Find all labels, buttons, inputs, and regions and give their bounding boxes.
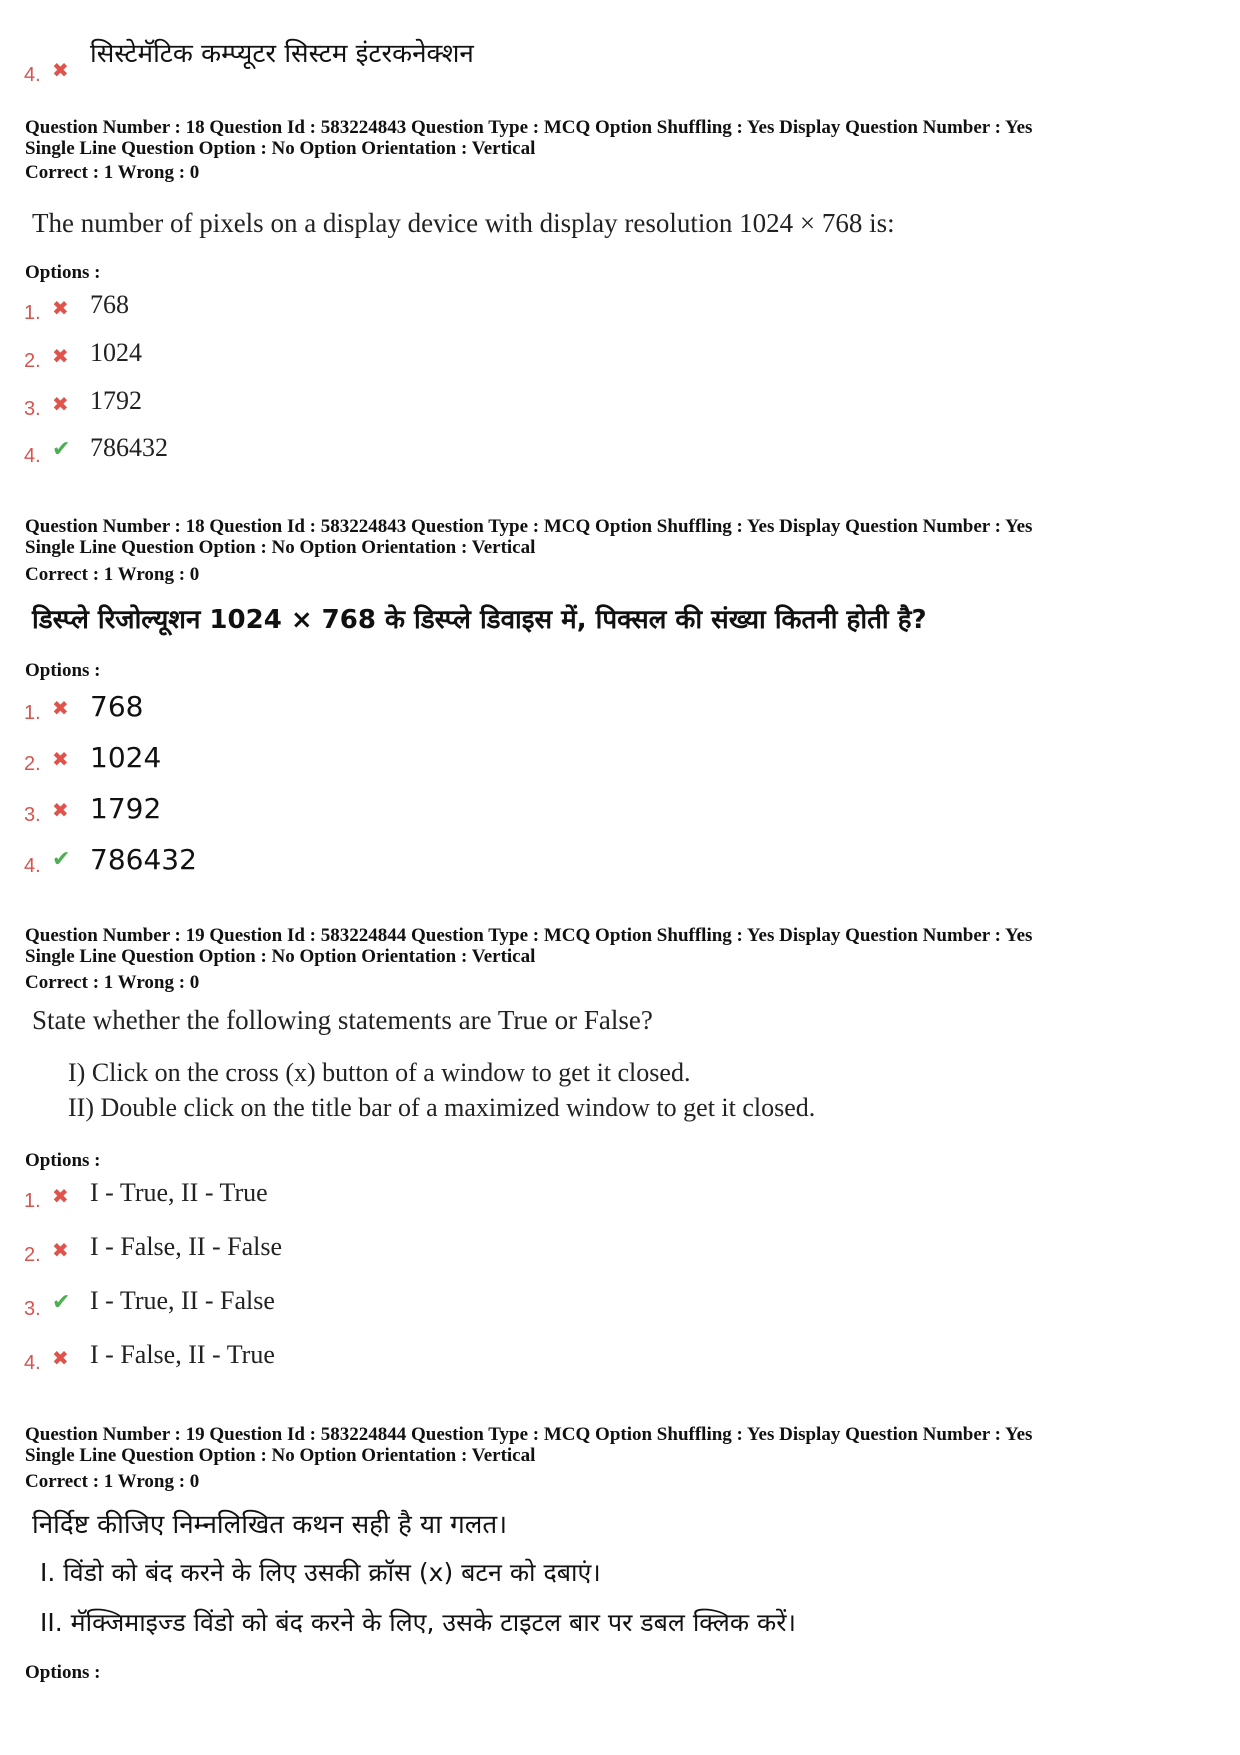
- option-number: 3.: [24, 1298, 41, 1320]
- options-label: Options :: [25, 660, 101, 681]
- option-number: 2.: [24, 753, 41, 775]
- question-meta-line1: Question Number : 18 Question Id : 583224843 Question Type : MCQ Option Shuffling : Yes Display Question Number : Yes: [25, 117, 1033, 138]
- statement-1: I) Click on the cross (x) button of a window to get it closed.: [68, 1058, 691, 1087]
- option-text: 786432: [90, 433, 168, 462]
- option-number: 3.: [24, 804, 41, 826]
- question-text: डिस्प्ले रिजोल्यूशन 1024 × 768 के डिस्प्ले डिवाइस में, पिक्सल की संख्या कितनी होती है?: [32, 605, 927, 635]
- question-meta-line1: Question Number : 18 Question Id : 583224843 Question Type : MCQ Option Shuffling : Yes Display Question Number : Yes: [25, 516, 1033, 537]
- option-text: 1024: [90, 741, 162, 774]
- question-meta-line2: Single Line Question Option : No Option Orientation : Vertical: [25, 946, 536, 967]
- cross-mark-icon: ✖: [52, 344, 69, 368]
- option-number: 1.: [24, 1190, 41, 1212]
- option-text: 786432: [90, 843, 197, 876]
- cross-mark-icon: ✖: [52, 296, 69, 320]
- option-text: I - False, II - False: [90, 1232, 283, 1261]
- question-meta-line1: Question Number : 19 Question Id : 583224844 Question Type : MCQ Option Shuffling : Yes Display Question Number : Yes: [25, 925, 1033, 946]
- question-meta-line3: Correct : 1 Wrong : 0: [25, 564, 200, 585]
- options-label: Options :: [25, 262, 101, 283]
- statement-1: I. विंडो को बंद करने के लिए उसकी क्रॉस (x) बटन को दबाएं।: [40, 1558, 601, 1587]
- cross-mark-icon: ✖: [52, 1238, 69, 1262]
- question-text: State whether the following statements are True or False?: [32, 1005, 653, 1035]
- option-number: 4.: [24, 64, 41, 86]
- option-number: 3.: [24, 398, 41, 420]
- question-meta-line2: Single Line Question Option : No Option Orientation : Vertical: [25, 1445, 536, 1466]
- options-label: Options :: [25, 1150, 101, 1171]
- option-text: I - True, II - True: [90, 1178, 268, 1207]
- question-meta-line1: Question Number : 19 Question Id : 583224844 Question Type : MCQ Option Shuffling : Yes Display Question Number : Yes: [25, 1424, 1033, 1445]
- question-text: The number of pixels on a display device with display resolution 1024 × 768 is:: [32, 208, 895, 238]
- statement-2: II. मॅक्जिमाइज्ड विंडो को बंद करने के लिए, उसके टाइटल बार पर डबल क्लिक करें।: [40, 1608, 796, 1637]
- question-meta-line3: Correct : 1 Wrong : 0: [25, 162, 200, 183]
- question-meta-line3: Correct : 1 Wrong : 0: [25, 1471, 200, 1492]
- check-mark-icon: ✔: [52, 847, 71, 872]
- option-text: I - False, II - True: [90, 1340, 275, 1369]
- option-text: 1024: [90, 338, 142, 367]
- option-number: 1.: [24, 302, 41, 324]
- options-label: Options :: [25, 1662, 101, 1683]
- question-meta-line2: Single Line Question Option : No Option Orientation : Vertical: [25, 537, 536, 558]
- option-text: 768: [90, 690, 144, 723]
- check-mark-icon: ✔: [52, 437, 71, 462]
- option-text: 1792: [90, 386, 142, 415]
- cross-mark-icon: ✖: [52, 798, 69, 822]
- cross-mark-icon: ✖: [52, 392, 69, 416]
- option-number: 2.: [24, 350, 41, 372]
- question-meta-line3: Correct : 1 Wrong : 0: [25, 972, 200, 993]
- cross-mark-icon: ✖: [52, 696, 69, 720]
- statement-2: II) Double click on the title bar of a maximized window to get it closed.: [68, 1093, 816, 1122]
- question-text: निर्दिष्ट कीजिए निम्नलिखित कथन सही है या गलत।: [32, 1510, 508, 1540]
- option-number: 4.: [24, 1352, 41, 1374]
- option-number: 1.: [24, 702, 41, 724]
- option-text: I - True, II - False: [90, 1286, 275, 1315]
- option-number: 4.: [24, 445, 41, 467]
- option-number: 4.: [24, 855, 41, 877]
- cross-mark-icon: ✖: [52, 747, 69, 771]
- option-number: 2.: [24, 1244, 41, 1266]
- cross-mark-icon: ✖: [52, 58, 69, 82]
- option-text: सिस्टेमॅटिक कम्प्यूटर सिस्टम इंटरकनेक्शन: [90, 39, 474, 69]
- cross-mark-icon: ✖: [52, 1346, 69, 1370]
- cross-mark-icon: ✖: [52, 1184, 69, 1208]
- option-text: 768: [90, 290, 129, 319]
- check-mark-icon: ✔: [52, 1290, 71, 1315]
- question-meta-line2: Single Line Question Option : No Option Orientation : Vertical: [25, 138, 536, 159]
- option-text: 1792: [90, 792, 162, 825]
